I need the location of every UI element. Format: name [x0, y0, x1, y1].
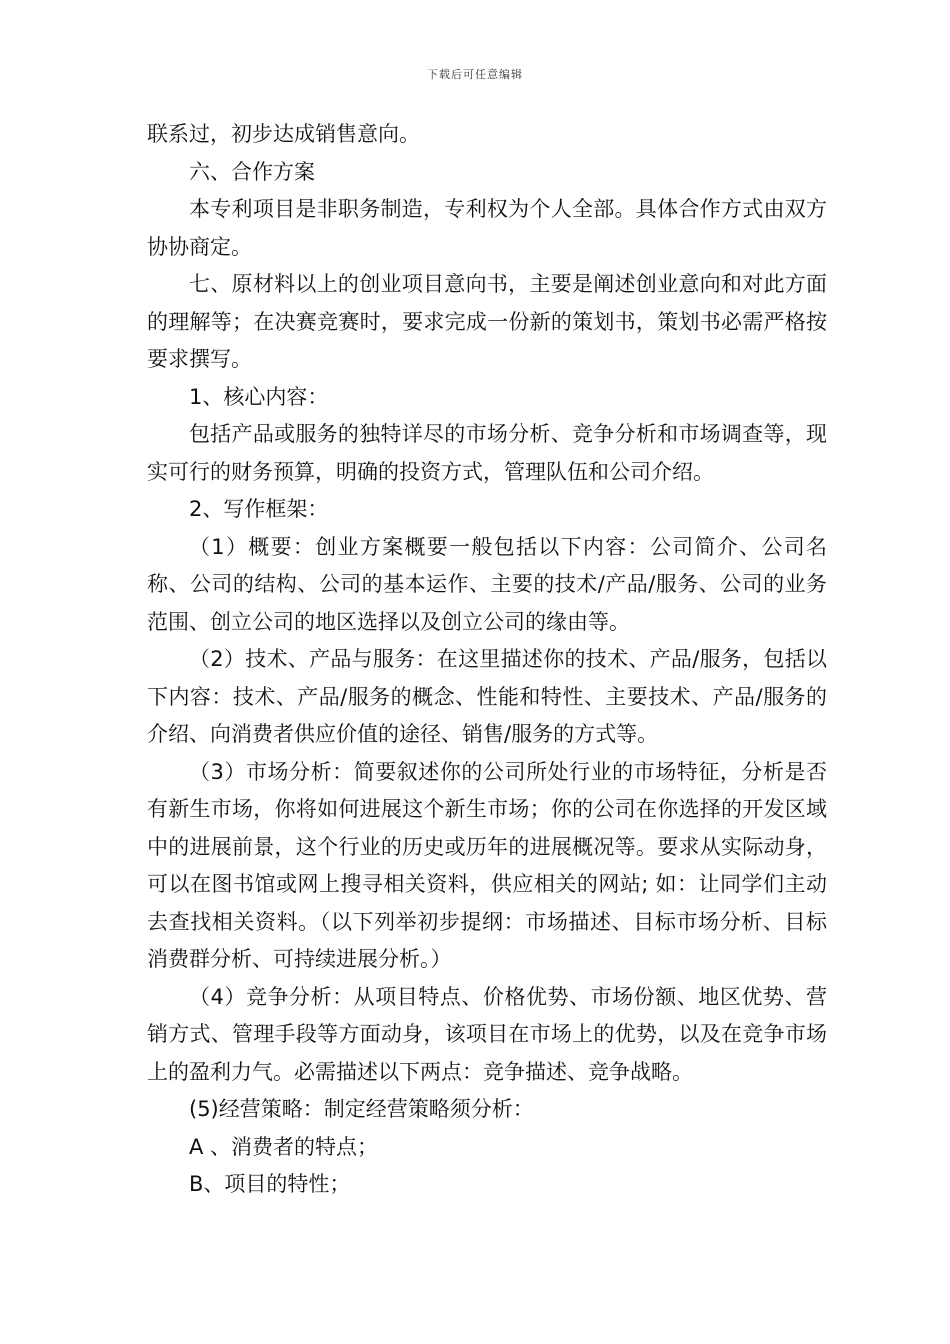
list-item-a: A 、消费者的特点；	[189, 1134, 379, 1159]
page-header: 下载后可任意编辑	[427, 68, 523, 81]
paragraph-continuation: 联系过，初步达成销售意向。	[147, 122, 420, 146]
paragraph-market-analysis: （3）市场分析：简要叙述你的公司所处行业的市场特征，分析是否有新生市场，你将如何进展这个新生市场；你的公司在你选择的开发区域中的进展前景，这个行业的历史或历年的进展概况等。要求从实际动身，可以在图书馆或网上搜寻相关资料，供应相关的网站; 如：让同学们主动去查找相关资料。（以下列举初步提纲：市场描述、目标市场分析、目标消费群分析、可持续进展分析。）	[147, 759, 827, 971]
subheading-writing-framework: 2、写作框架：	[189, 497, 329, 521]
section-heading-materials: 七、原材料以上的创业项目意向书，主要是阐述创业意向和对此方面的理解等；在决赛竞赛时，要求完成一份新的策划书，策划书必需严格按要求撰写。	[147, 272, 827, 371]
document-body	[147, 116, 827, 1204]
list-item-b: B、项目的特性；	[189, 1172, 351, 1196]
paragraph-summary: （1）概要：创业方案概要一般包括以下内容：公司简介、公司名称、公司的结构、公司的基本运作、主要的技术/产品/服务、公司的业务范围、创立公司的地区选择以及创立公司的缘由等。	[147, 534, 827, 634]
paragraph-competition-analysis: （4）竞争分析：从项目特点、价格优势、市场份额、地区优势、营销方式、管理手段等方面动身，该项目在市场上的优势，以及在竞争市场上的盈利力气。必需描述以下两点：竞争描述、竞争战略。	[147, 984, 827, 1084]
subheading-core-content: 1、核心内容：	[189, 384, 329, 409]
paragraph-business-strategy: (5)经营策略：制定经营策略须分析：	[189, 1097, 534, 1121]
paragraph-patent: 本专利项目是非职务制造，专利权为个人全部。具体合作方式由双方协协商定。	[147, 197, 827, 259]
section-heading-cooperation: 六、合作方案	[189, 159, 315, 184]
paragraph-core-content: 包括产品或服务的独特详尽的市场分析、竞争分析和市场调查等，现实可行的财务预算，明确的投资方式，管理队伍和公司介绍。	[147, 422, 827, 484]
paragraph-technology-products: （2）技术、产品与服务：在这里描述你的技术、产品/服务，包括以下内容：技术、产品/服务的概念、性能和特性、主要技术、产品/服务的介绍、向消费者供应价值的途径、销售/服务的方式等。	[147, 647, 827, 746]
